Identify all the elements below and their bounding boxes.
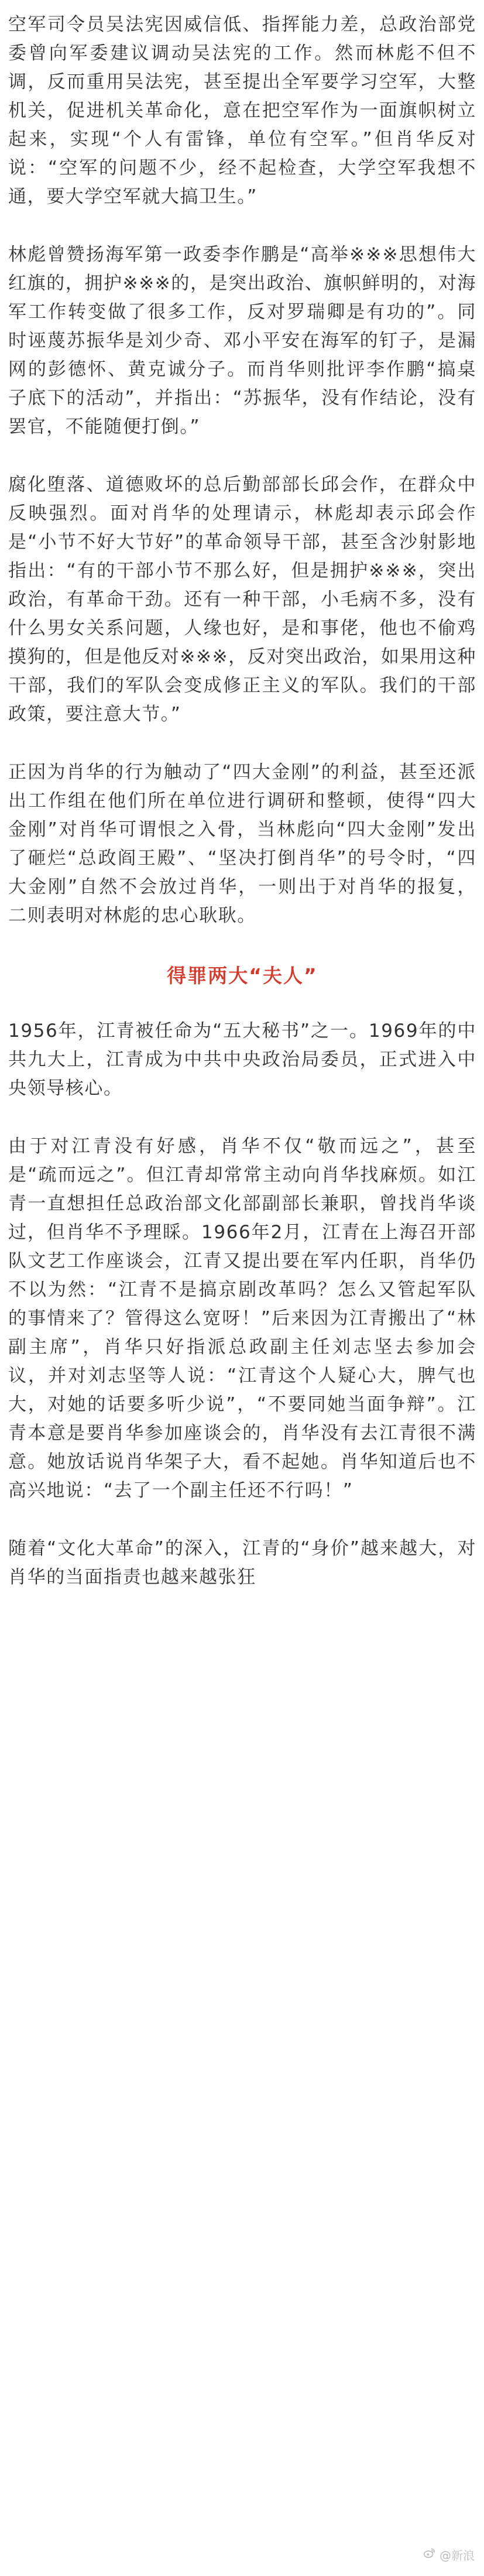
watermark-text: @新浪 bbox=[440, 2548, 475, 2563]
weibo-logo-icon bbox=[423, 2547, 436, 2563]
paragraph-jiang-qing-appointment: 1956年，江青被任命为“五大秘书”之一。1969年的中共九大上，江青成为中共中央政治局委员，正式进入中央领导核心。 bbox=[8, 1020, 476, 1099]
paragraph-jiang-qing-conflict: 由于对江青没有好感，肖华不仅“敬而远之”，甚至是“疏而远之”。但江青却常常主动向肖华找麻烦。如江青一直想担任总政治部文化部副部长兼职，曾找肖华谈过，但肖华不予理睬。1966年2月，江青在上海召开部队文艺工作座谈会，江青又提出要在军内任职，肖华仍不以为然：“江青不是搞京剧改革吗？怎么又管起军队的事情来了？管得这么宽呀！”后来因为江青搬出了“林副主席”，肖华只好指派总政副主任刘志坚去参加会议，并对刘志坚等人说：“江青这个人疑心大，脾气也大，对她的话要多听少说”，“不要同她当面争辩”。江青本意是要肖华参加座谈会的，肖华没有去江青很不满意。她放话说肖华架子大，看不起她。肖华知道后也不高兴地说：“去了一个副主任还不行吗！” bbox=[8, 1136, 476, 1501]
article-body bbox=[8, 0, 476, 1592]
watermark bbox=[423, 2546, 475, 2563]
paragraph-four-kingkong: 正因为肖华的行为触动了“四大金刚”的利益，甚至还派出工作组在他们所在单位进行调研和整顿，使得“四大金刚”对肖华可谓恨之入骨，当林彪向“四大金刚”发出了砸烂“总政阎王殿”、“坚决打倒肖华”的号令时，“四大金刚”自然不会放过肖华，一则出于对肖华的报复，二则表明对林彪的忠心耿耿。 bbox=[8, 762, 476, 926]
paragraph-cultural-revolution: 随着“文化大革命”的深入，江青的“身价”越来越大，对肖华的当面指责也越来越张狂 bbox=[8, 1538, 476, 1588]
paragraph-qiu-huizuo: 腐化堕落、道德败坏的总后勤部部长邱会作，在群众中反映强烈。面对肖华的处理请示，林彪却表示邱会作是“小节不好大节好”的革命领导干部，甚至含沙射影地指出：“有的干部小节不那么好，但是拥护※※※，突出政治，有革命干劲。还有一种干部，小毛病不多，没有什么男女关系问题，人缘也好，是和事佬，他也不偷鸡摸狗的，但是他反对※※※，反对突出政治，如果用这种干部，我们的军队会变成修正主义的军队。我们的干部政策，要注意大节。” bbox=[8, 474, 476, 725]
paragraph-li-zuopeng: 林彪曾赞扬海军第一政委李作鹏是“高举※※※思想伟大红旗的，拥护※※※的，是突出政治、旗帜鲜明的，对海军工作转变做了很多工作，反对罗瑞卿是有功的”。同时诬蔑苏振华是刘少奇、邓小平安在海军的钉子，是漏网的彭德怀、黄克诚分子。而肖华则批评李作鹏“搞桌子底下的活动”，并指出：“苏振华，没有作结论，没有罢官，不能随便打倒。” bbox=[8, 244, 476, 437]
paragraph-wu-faxian: 空军司令员吴法宪因威信低、指挥能力差，总政治部党委曾向军委建议调动吴法宪的工作。然而林彪不但不调，反而重用吴法宪，甚至提出全军要学习空军，大整机关，促进机关革命化，意在把空军作为一面旗帜树立起来，实现“个人有雷锋，单位有空军。”但肖华反对说：“空军的问题不少，经不起检查，大学空军我想不通，要大学空军就大搞卫生。” bbox=[8, 14, 476, 207]
section-heading: 得罪两大“夫人” bbox=[167, 964, 318, 987]
